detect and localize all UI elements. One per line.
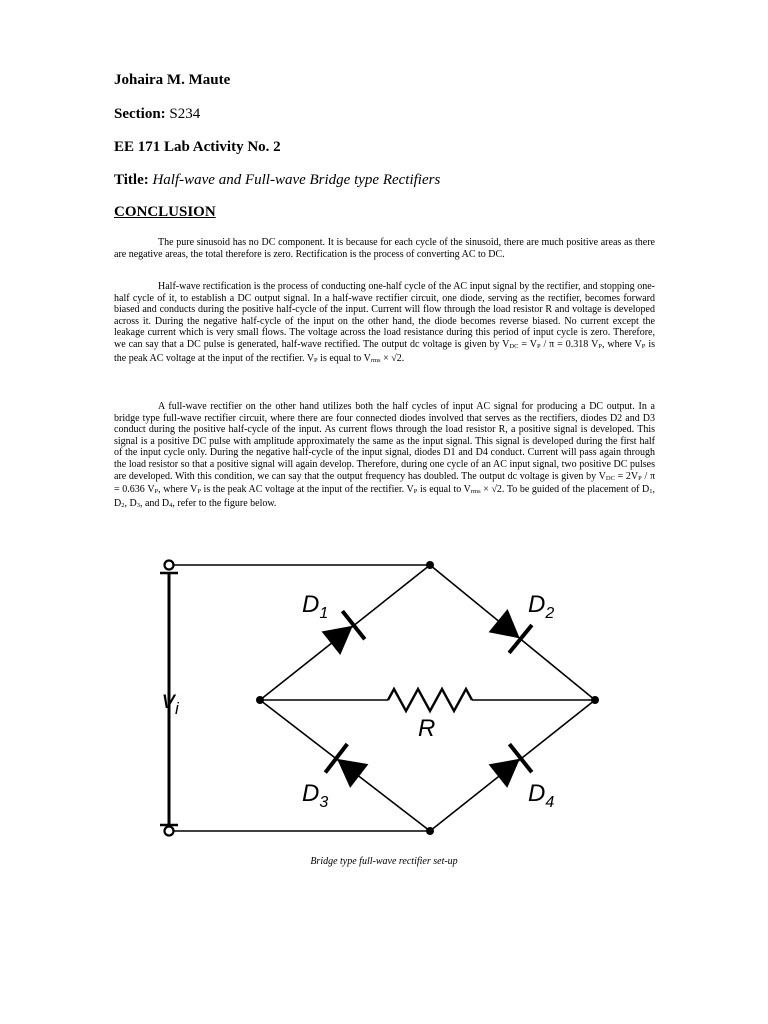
label-resistor: R [418,715,436,742]
subscript: rms [470,488,481,496]
subscript: P [197,488,201,496]
diode-d4 [487,744,532,790]
title-value: Half-wave and Full-wave Bridge type Rectifiers [152,172,441,188]
label-d3: $D_3$ [302,780,329,811]
formula-text: , where V [601,338,642,350]
diode-d2 [487,607,532,653]
formula-text: = 2V [614,470,639,482]
formula-text: is equal to V [417,484,471,496]
node-top [426,561,434,569]
formula-text: is equal to V [317,352,371,364]
node-right [591,696,599,704]
subscript: DC [509,342,519,350]
subscript: rms [370,356,381,364]
subscript: P [413,488,418,496]
formula-text: , D [124,497,137,509]
subscript: DC [605,474,615,482]
subscript: P [314,356,318,364]
subscript: 4 [169,501,173,509]
subscript: P [641,342,646,350]
subscript: P [598,342,602,350]
subscript: 1 [649,488,653,496]
label-d2: $D_2$ [528,591,555,622]
formula-text: × √2. To be guided of the placement of D [480,484,650,496]
node-bottom [426,827,434,835]
formula-text: is the peak AC voltage at the input of the rectifier. V [114,338,655,364]
subscript: P [638,474,642,482]
subscript: 2 [121,501,125,509]
section-value: S234 [169,106,201,122]
figure-caption: Bridge type full-wave rectifier set-up [310,856,458,867]
title-label: Title: [114,172,149,188]
formula-text: , refer to the figure below. [172,497,277,509]
label-vi: $v_i$ [162,684,179,718]
formula-text: , and D [139,497,170,509]
bridge-rectifier-diagram [150,550,630,845]
formula-text: , D [114,484,655,509]
paragraph-1-text: The pure sinusoid has no DC component. It is because for each cycle of the sinusoid, there are much positive areas as there are negative areas, the total therefore is zero. Rectification is the process of converting AC to DC. [114,237,655,260]
subscript: 3 [136,501,140,509]
section-line [114,106,200,123]
subscript: P [154,488,159,496]
resistor-zigzag [388,689,472,711]
conclusion-heading: CONCLUSION [114,204,216,220]
input-terminal-top [165,561,174,570]
paragraph-2-text: Half-wave rectification is the process of conducting one-half cycle of the AC input signal by the rectifier, and stopping one-half cycle of it, to establish a DC output signal. In a half-wave rectifier circuit, one diode, serving as the rectifier, becomes forward biased and conducts during the positive half-cycle of the input. Current will flow through the load resistor R and voltage is developed across it. During the negative half-cycle of the input on the other hand, the diode becomes reverse biased. No current except the leakage current which is very small flows. The voltage across the load resistance during this period of input cycle is zero. Therefore, we can say that a DC pulse is generated, half-wave rectified. The output dc voltage is given by V [114,281,655,350]
node-left [256,696,264,704]
title-line [114,172,440,189]
label-d1: $D_1$ [302,591,329,622]
paragraph-1 [114,237,655,260]
paragraph-3-text: A full-wave rectifier on the other hand utilizes both the half cycles of input AC signal for producing a DC output. In a bridge type full-wave rectifier circuit, where there are four connected diodes involved that serves as the rectifiers, diodes D2 and D3 conduct during the positive half-cycle of the input. As current flows through the load resistor R, a positive signal is developed. This signal is a positive DC pulse with amplitude approximately the same as the input signal. This signal is developed during the first half of the input cycle only. During the negative half-cycle of the input signal, diodes D1 and D4 conduct. Current will pass again through the load resistor so that a positive signal will again develop. Therefore, during one cycle of an AC input signal, two positive DC pulses are developed. With this condition, we can say that the output frequency has doubled. The output dc voltage is given by V [114,401,655,482]
formula-text: / π = 0.636 V [114,470,655,496]
subscript: P [536,342,541,350]
formula-text: is the peak AC voltage at the input of the rectifier. V [200,484,414,496]
diode-d3 [325,744,370,790]
formula-text: / π = 0.318 V [540,338,599,350]
section-label: Section: [114,106,166,122]
formula-text: × √2. [380,352,405,364]
paragraph-3 [114,401,655,511]
label-d4: $D_4$ [528,780,555,811]
paragraph-2 [114,281,655,366]
lab-activity-heading: EE 171 Lab Activity No. 2 [114,139,281,155]
formula-text: = V [518,338,537,350]
input-terminal-bottom [165,827,174,836]
formula-text: , where V [158,484,198,496]
author-name: Johaira M. Maute [114,72,231,88]
